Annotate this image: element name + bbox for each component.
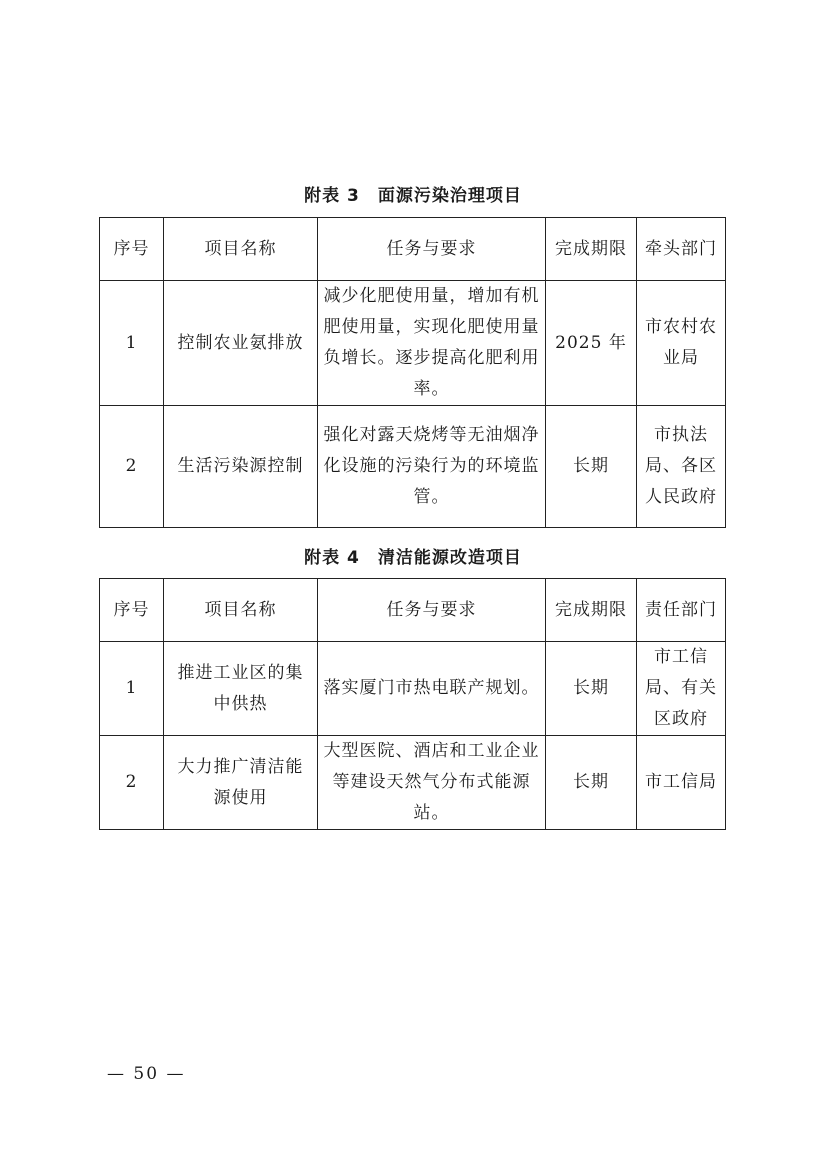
header-task: 任务与要求 bbox=[318, 218, 546, 281]
table-row bbox=[100, 736, 726, 830]
cell-project-name: 生活污染源控制 bbox=[164, 406, 318, 528]
cell-serial: 2 bbox=[100, 736, 164, 830]
cell-task: 减少化肥使用量，增加有机肥使用量，实现化肥使用量负增长。逐步提高化肥利用率。 bbox=[318, 281, 546, 406]
cell-serial: 1 bbox=[100, 642, 164, 736]
table-header-row bbox=[100, 579, 726, 642]
cell-deadline: 长期 bbox=[546, 406, 637, 528]
table3-caption: 附表 3 面源污染治理项目 bbox=[304, 186, 522, 206]
cell-serial: 1 bbox=[100, 281, 164, 406]
cell-department: 市工信局 bbox=[637, 736, 726, 830]
cell-department: 市工信局、有关区政府 bbox=[637, 642, 726, 736]
table-row bbox=[100, 281, 726, 406]
table-clean-energy bbox=[99, 578, 726, 830]
cell-task: 落实厦门市热电联产规划。 bbox=[318, 642, 546, 736]
header-department: 牵头部门 bbox=[637, 218, 726, 281]
table4-caption: 附表 4 清洁能源改造项目 bbox=[304, 548, 522, 568]
cell-department: 市农村农业局 bbox=[637, 281, 726, 406]
page-number: — 50 — bbox=[107, 1064, 186, 1084]
header-deadline: 完成期限 bbox=[546, 579, 637, 642]
table-row bbox=[100, 642, 726, 736]
cell-deadline: 长期 bbox=[546, 642, 637, 736]
cell-deadline: 长期 bbox=[546, 736, 637, 830]
header-project-name: 项目名称 bbox=[164, 579, 318, 642]
header-serial: 序号 bbox=[100, 579, 164, 642]
table-row bbox=[100, 406, 726, 528]
header-serial: 序号 bbox=[100, 218, 164, 281]
table-area-source-pollution bbox=[99, 217, 726, 528]
cell-project-name: 控制农业氨排放 bbox=[164, 281, 318, 406]
header-department: 责任部门 bbox=[637, 579, 726, 642]
cell-department: 市执法局、各区人民政府 bbox=[637, 406, 726, 528]
cell-deadline: 2025 年 bbox=[546, 281, 637, 406]
table-header-row bbox=[100, 218, 726, 281]
header-task: 任务与要求 bbox=[318, 579, 546, 642]
cell-task: 大型医院、酒店和工业企业等建设天然气分布式能源站。 bbox=[318, 736, 546, 830]
header-deadline: 完成期限 bbox=[546, 218, 637, 281]
cell-serial: 2 bbox=[100, 406, 164, 528]
cell-project-name: 推进工业区的集中供热 bbox=[164, 642, 318, 736]
cell-task: 强化对露天烧烤等无油烟净化设施的污染行为的环境监管。 bbox=[318, 406, 546, 528]
header-project-name: 项目名称 bbox=[164, 218, 318, 281]
cell-project-name: 大力推广清洁能源使用 bbox=[164, 736, 318, 830]
